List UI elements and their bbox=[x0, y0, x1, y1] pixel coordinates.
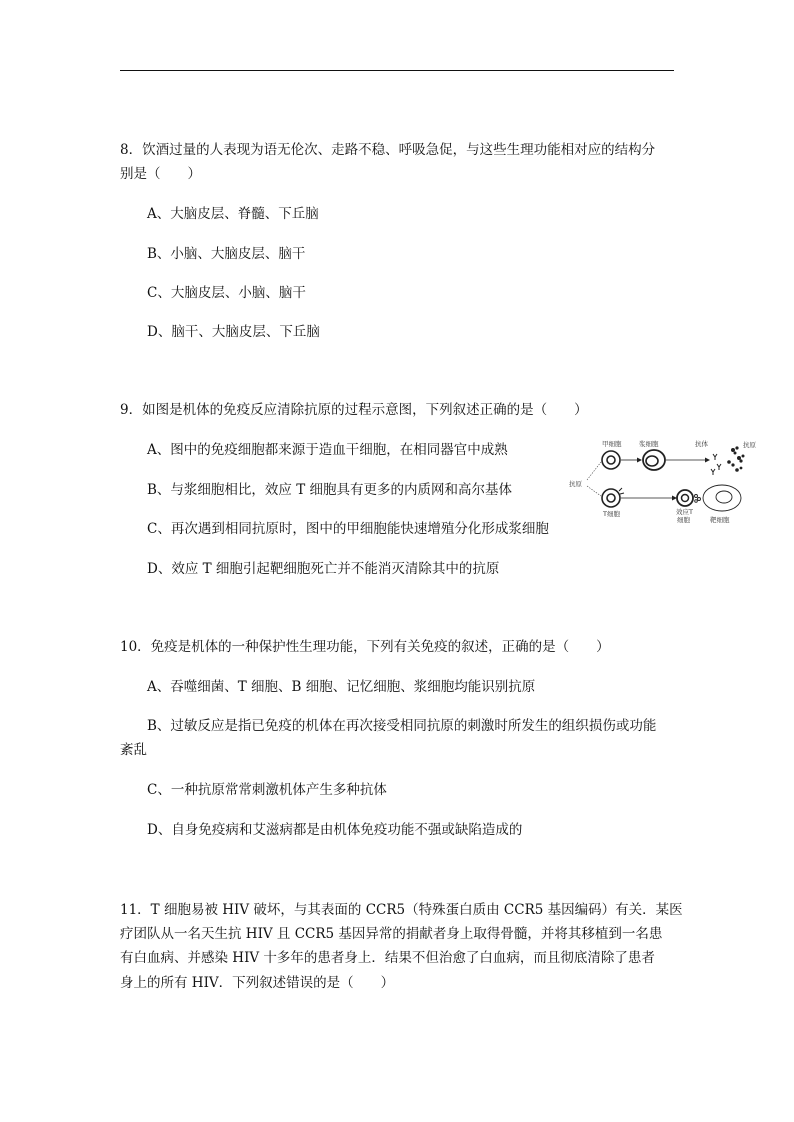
diagram-arrow-antigen-to-t-cell bbox=[587, 486, 601, 496]
q9-stem: 9．如图是机体的免疫反应清除抗原的过程示意图，下列叙述正确的是（ ） bbox=[120, 402, 588, 418]
diagram-target-cell-nucleus bbox=[716, 491, 732, 503]
q9-option-a[interactable]: A、图中的免疫细胞都来源于造血干细胞，在相同器官中成熟 bbox=[147, 442, 508, 458]
q10-stem: 10．免疫是机体的一种保护性生理功能，下列有关免疫的叙述，正确的是（ ） bbox=[120, 639, 610, 655]
q8-stem-line2: 别是（ ） bbox=[120, 166, 201, 182]
q11-stem-line3: 有白血病、并感染 HIV 十多年的患者身上．结果不但治愈了白血病，而且彻底清除了患者 bbox=[120, 950, 655, 966]
q11-stem-line2: 疗团队从一名天生抗 HIV 且 CCR5 基因异常的捐献者身上取得骨髓，并将其移植到一名患 bbox=[120, 926, 663, 942]
q10-option-c[interactable]: C、一种抗原常常刺激机体产生多种抗体 bbox=[147, 782, 387, 798]
diagram-arrowhead-plasma-to-antibody bbox=[705, 458, 710, 463]
diagram-arrowhead-jia-to-plasma bbox=[637, 458, 642, 463]
diagram-cell-jia-nucleus bbox=[607, 456, 615, 464]
diagram-effector-t-cell-nucleus bbox=[682, 495, 689, 502]
q10-option-b[interactable]: B、过敏反应是指已免疫的机体在再次接受相同抗原的刺激时所发生的组织损伤或功能 bbox=[147, 718, 657, 734]
q8-option-d[interactable]: D、脑干、大脑皮层、下丘脑 bbox=[147, 324, 320, 340]
diagram-label-cell-jia: 甲细胞 bbox=[602, 440, 622, 448]
diagram-label-effector-t-line1: 效应T bbox=[676, 508, 693, 516]
q8-option-c[interactable]: C、大脑皮层、小脑、脑干 bbox=[147, 285, 306, 301]
q9-option-b[interactable]: B、与浆细胞相比，效应 T 细胞具有更多的内质网和高尔基体 bbox=[147, 482, 513, 498]
q10-option-a[interactable]: A、吞噬细菌、T 细胞、B 细胞、记忆细胞、浆细胞均能识别抗原 bbox=[147, 679, 536, 695]
diagram-contact-points bbox=[695, 495, 701, 503]
q8-option-b[interactable]: B、小脑、大脑皮层、脑干 bbox=[147, 246, 306, 262]
diagram-antibodies bbox=[711, 454, 721, 475]
immune-response-diagram bbox=[567, 436, 757, 528]
header-rule bbox=[120, 70, 674, 71]
diagram-t-cell-nucleus bbox=[607, 494, 615, 502]
diagram-label-effector-t-line2: 细胞 bbox=[677, 516, 690, 524]
q8-option-a[interactable]: A、大脑皮层、脊髓、下丘脑 bbox=[147, 206, 319, 222]
diagram-label-t-cell: T细胞 bbox=[603, 510, 620, 518]
diagram-label-antibody: 抗体 bbox=[695, 440, 708, 448]
q10-option-d[interactable]: D、自身免疫病和艾滋病都是由机体免疫功能不强或缺陷造成的 bbox=[147, 822, 523, 838]
diagram-plasma-cell-nucleus bbox=[646, 456, 658, 466]
q9-option-d[interactable]: D、效应 T 细胞引起靶细胞死亡并不能消灭清除其中的抗原 bbox=[147, 561, 500, 577]
q8-stem-line1: 8．饮酒过量的人表现为语无伦次、走路不稳、呼吸急促，与这些生理功能相对应的结构分 bbox=[120, 142, 656, 158]
diagram-label-antigen-left: 抗原 bbox=[569, 480, 582, 488]
diagram-t-cell-receptors bbox=[619, 488, 624, 494]
diagram-label-antigen-right: 抗原 bbox=[743, 441, 756, 449]
diagram-label-plasma-cell: 浆细胞 bbox=[639, 440, 659, 448]
q9-option-c[interactable]: C、再次遇到相同抗原时，图中的甲细胞能快速增殖分化形成浆细胞 bbox=[147, 521, 549, 537]
q11-stem-line4: 身上的所有 HIV．下列叙述错误的是（ ） bbox=[120, 975, 395, 991]
diagram-antigen-clusters bbox=[727, 446, 744, 471]
q10-option-b-continuation: 紊乱 bbox=[120, 742, 147, 758]
diagram-label-target-cell: 靶细胞 bbox=[710, 516, 730, 524]
diagram-arrow-antigen-to-cell-jia bbox=[587, 462, 601, 480]
q11-stem-line1: 11．T 细胞易被 HIV 破坏，与其表面的 CCR5（特殊蛋白质由 CCR5 基因编码）有关．某医 bbox=[120, 902, 683, 918]
